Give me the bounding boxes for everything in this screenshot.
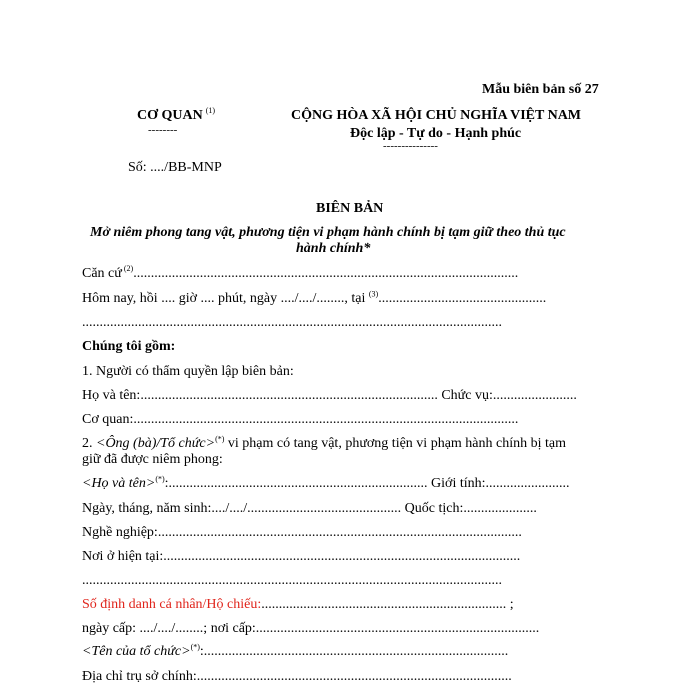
hom-nay-sup: (3) (368, 289, 379, 299)
item-2-prefix: 2. (82, 436, 93, 451)
noi-o-line: Nơi ở hiện tại:...................................................................................................... (82, 549, 521, 564)
chung-toi-heading: Chúng tôi gồm: (82, 339, 176, 354)
can-cu-dots: .............................................................................................................. (133, 266, 519, 281)
item-1: 1. Người có thẩm quyền lập biên bản: (82, 364, 294, 379)
document-number: Số: ..../BB-MNP (128, 160, 222, 175)
ngay-sinh-line: Ngày, tháng, năm sinh:..../..../............................................ Quốc tịch:..................... (82, 501, 537, 516)
ho-va-ten-rest: :.......................................................................... Giới tính:........................ (164, 476, 570, 491)
ngay-cap-line: ngày cấp: ..../..../........; nơi cấp:................................................................................. (82, 621, 540, 636)
ten-to-chuc-italic: <Tên của tổ chức> (82, 644, 191, 659)
nghe-nghiep-line: Nghề nghiệp:........................................................................................................ (82, 525, 522, 540)
item-2-rest: vi phạm có tang vật, phương tiện vi phạm hành chính bị tạm (227, 436, 566, 451)
hom-nay-prefix: Hôm nay, hồi .... giờ .... phút, ngày ..../..../........, tại (82, 291, 366, 306)
doc-title: BIÊN BẢN (316, 201, 384, 216)
ho-va-ten-italic: <Họ và tên> (82, 476, 156, 491)
dots-line-2: ........................................................................................................................ (82, 573, 502, 588)
hom-nay-dots: ................................................ (378, 291, 547, 306)
item-2-italic: <Ông (bà)/Tổ chức> (96, 436, 216, 451)
ho-va-ten-line (82, 476, 570, 492)
ten-to-chuc-dots: :....................................................................................... (199, 644, 509, 659)
doc-subtitle-line1: Mở niêm phong tang vật, phương tiện vi phạm hành chính bị tạm giữ theo thủ tục (90, 225, 566, 240)
so-dinh-danh-dots: ...................................................................... ; (261, 597, 514, 612)
motto-rule: --------------- (383, 140, 438, 152)
ho-va-ten-sup: (*) (155, 474, 165, 484)
item-2-line2: giữ đã được niêm phong: (82, 452, 223, 467)
agency-text: CƠ QUAN (137, 108, 203, 123)
so-dinh-danh-label: Số định danh cá nhân/Hộ chiếu: (82, 597, 262, 612)
dots-line-1: ........................................................................................................................ (82, 315, 502, 330)
ten-to-chuc-sup: (*) (190, 642, 200, 652)
form-number: Mẫu biên bản số 27 (482, 82, 599, 97)
item-2-sup: (*) (215, 434, 225, 444)
country-title: CỘNG HÒA XÃ HỘI CHỦ NGHĨA VIỆT NAM (291, 108, 582, 123)
agency-label (137, 108, 215, 124)
agency-rule: -------- (148, 124, 178, 136)
doc-subtitle-line2: hành chính* (296, 241, 371, 256)
co-quan-line: Cơ quan:.............................................................................................................. (82, 412, 519, 427)
so-dinh-danh-line (82, 597, 514, 613)
can-cu-sup: (2) (123, 264, 134, 274)
dia-chi-line: Địa chỉ trụ sở chính:.......................................................................................... (82, 669, 512, 684)
can-cu-prefix: Căn cứ (82, 266, 122, 281)
can-cu-line (82, 266, 518, 282)
ho-ten-line: Họ và tên:..................................................................................... Chức vụ:........................ (82, 388, 577, 403)
ten-to-chuc-line (82, 644, 508, 660)
hom-nay-line (82, 291, 546, 307)
agency-footnote: (1) (205, 106, 216, 116)
item-2-line1 (82, 436, 566, 452)
motto: Độc lập - Tự do - Hạnh phúc (350, 126, 522, 141)
